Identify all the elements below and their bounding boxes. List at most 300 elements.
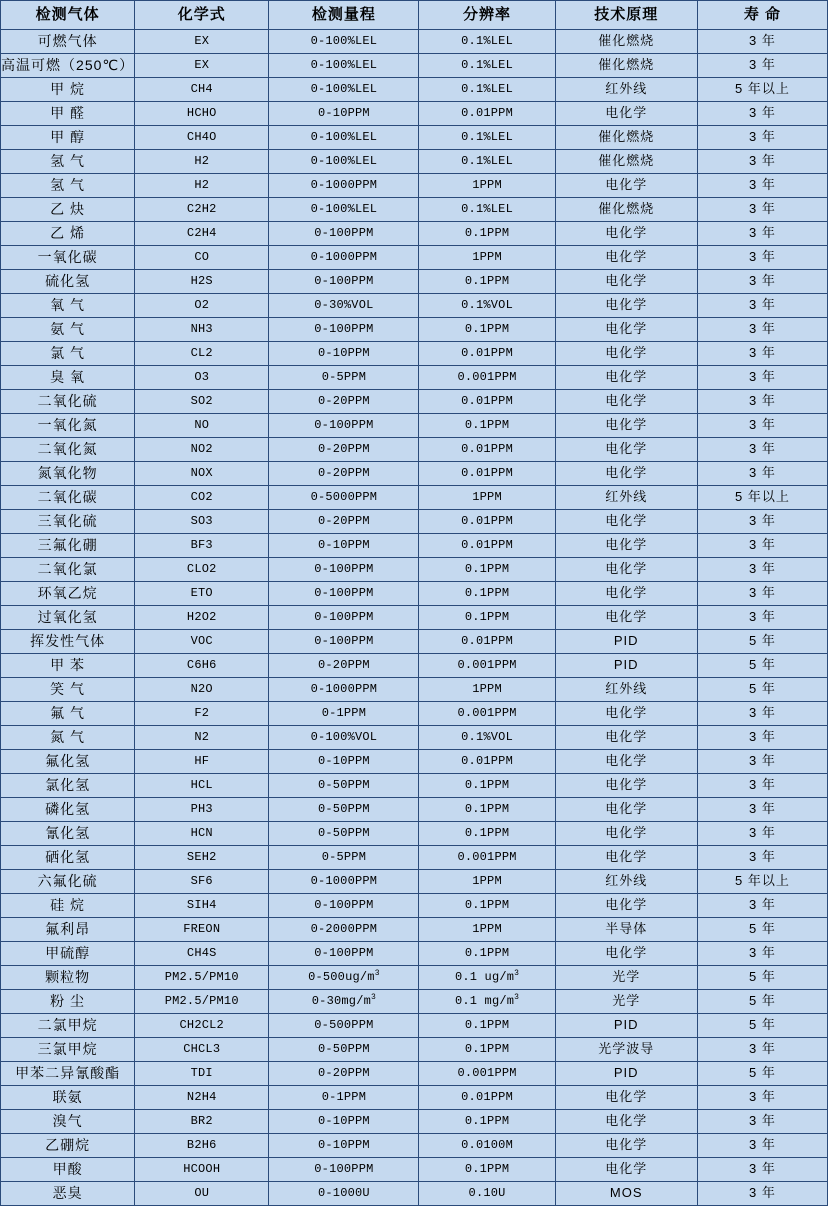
cell-range: 0-1000PPM <box>269 174 419 198</box>
cell-range: 0-5PPM <box>269 366 419 390</box>
cell-gas-name: 二氧化硫 <box>1 390 135 414</box>
cell-gas-name: 一氧化碳 <box>1 246 135 270</box>
cell-lifetime: 3 年 <box>697 414 827 438</box>
cell-range: 0-10PPM <box>269 102 419 126</box>
cell-technology: 电化学 <box>555 534 697 558</box>
cell-gas-name: 甲酸 <box>1 1158 135 1182</box>
cell-gas-name: 三氧化硫 <box>1 510 135 534</box>
cell-range: $0-30mg/m^3$ <box>269 990 419 1014</box>
cell-gas-name: 乙 烯 <box>1 222 135 246</box>
cell-formula: NO <box>135 414 269 438</box>
table-row <box>1 1158 828 1182</box>
cell-formula: F2 <box>135 702 269 726</box>
cell-lifetime: 3 年 <box>697 30 827 54</box>
cell-formula: CLO2 <box>135 558 269 582</box>
cell-resolution: 0.1PPM <box>419 1158 555 1182</box>
cell-technology: 电化学 <box>555 102 697 126</box>
cell-gas-name: 恶臭 <box>1 1182 135 1206</box>
table-row <box>1 78 828 102</box>
cell-range: 0-20PPM <box>269 1062 419 1086</box>
cell-range: 0-5000PPM <box>269 486 419 510</box>
cell-range: 0-100PPM <box>269 942 419 966</box>
table-row <box>1 438 828 462</box>
cell-resolution: 0.1 $mg/m^3$ <box>419 990 555 1014</box>
cell-resolution: 1PPM <box>419 174 555 198</box>
cell-gas-name: 过氧化氢 <box>1 606 135 630</box>
cell-formula: BR2 <box>135 1110 269 1134</box>
cell-gas-name: 二氧化氮 <box>1 438 135 462</box>
cell-gas-name: 硫化氢 <box>1 270 135 294</box>
cell-lifetime: 5 年以上 <box>697 486 827 510</box>
cell-technology: PID <box>555 1014 697 1038</box>
table-row <box>1 966 828 990</box>
cell-gas-name: 三氟化硼 <box>1 534 135 558</box>
cell-gas-name: 氢 气 <box>1 174 135 198</box>
cell-lifetime: 3 年 <box>697 822 827 846</box>
cell-gas-name: 甲 烷 <box>1 78 135 102</box>
cell-resolution: 0.1%LEL <box>419 30 555 54</box>
cell-technology: 电化学 <box>555 1158 697 1182</box>
cell-lifetime: 3 年 <box>697 942 827 966</box>
cell-lifetime: 3 年 <box>697 750 827 774</box>
cell-formula: HCN <box>135 822 269 846</box>
cell-formula: SO3 <box>135 510 269 534</box>
cell-resolution: 0.001PPM <box>419 366 555 390</box>
cell-gas-name: 氟化氢 <box>1 750 135 774</box>
cell-range: 0-100%LEL <box>269 198 419 222</box>
cell-range: 0-50PPM <box>269 822 419 846</box>
cell-formula: H2 <box>135 150 269 174</box>
cell-lifetime: 3 年 <box>697 198 827 222</box>
cell-resolution: 0.10U <box>419 1182 555 1206</box>
cell-lifetime: 3 年 <box>697 294 827 318</box>
cell-formula: PH3 <box>135 798 269 822</box>
cell-gas-name: 可燃气体 <box>1 30 135 54</box>
cell-resolution: 0.001PPM <box>419 654 555 678</box>
table-row <box>1 222 828 246</box>
cell-gas-name: 环氧乙烷 <box>1 582 135 606</box>
table-row <box>1 774 828 798</box>
cell-lifetime: 3 年 <box>697 534 827 558</box>
cell-resolution: 0.1%LEL <box>419 150 555 174</box>
cell-gas-name: 氨 气 <box>1 318 135 342</box>
cell-formula: B2H6 <box>135 1134 269 1158</box>
table-row <box>1 678 828 702</box>
cell-gas-name: 笑 气 <box>1 678 135 702</box>
table-row <box>1 510 828 534</box>
cell-lifetime: 5 年 <box>697 654 827 678</box>
column-header-gas: 检测气体 <box>1 1 135 30</box>
cell-lifetime: 3 年 <box>697 702 827 726</box>
cell-formula: TDI <box>135 1062 269 1086</box>
cell-range: 0-10PPM <box>269 750 419 774</box>
cell-lifetime: 3 年 <box>697 846 827 870</box>
cell-lifetime: 3 年 <box>697 270 827 294</box>
cell-formula: CH4 <box>135 78 269 102</box>
cell-resolution: 0.01PPM <box>419 102 555 126</box>
cell-technology: 光学 <box>555 990 697 1014</box>
cell-technology: 电化学 <box>555 894 697 918</box>
cell-lifetime: 3 年 <box>697 1134 827 1158</box>
cell-technology: 电化学 <box>555 366 697 390</box>
cell-technology: 光学波导 <box>555 1038 697 1062</box>
table-body <box>1 30 828 1206</box>
cell-formula: HF <box>135 750 269 774</box>
table-row <box>1 798 828 822</box>
table-row <box>1 198 828 222</box>
cell-formula: O3 <box>135 366 269 390</box>
table-row <box>1 414 828 438</box>
cell-range: 0-100PPM <box>269 318 419 342</box>
cell-technology: 红外线 <box>555 486 697 510</box>
cell-resolution: 1PPM <box>419 870 555 894</box>
cell-gas-name: 乙硼烷 <box>1 1134 135 1158</box>
cell-formula: N2 <box>135 726 269 750</box>
cell-technology: 电化学 <box>555 726 697 750</box>
column-header-formula: 化学式 <box>135 1 269 30</box>
cell-technology: 电化学 <box>555 822 697 846</box>
cell-range: 0-1PPM <box>269 702 419 726</box>
cell-lifetime: 5 年 <box>697 1062 827 1086</box>
table-row <box>1 582 828 606</box>
table-row <box>1 918 828 942</box>
cell-technology: 电化学 <box>555 1134 697 1158</box>
cell-lifetime: 3 年 <box>697 366 827 390</box>
cell-technology: 半导体 <box>555 918 697 942</box>
cell-technology: 电化学 <box>555 798 697 822</box>
cell-range: 0-10PPM <box>269 342 419 366</box>
cell-technology: 电化学 <box>555 702 697 726</box>
cell-lifetime: 3 年 <box>697 1158 827 1182</box>
cell-resolution: 0.01PPM <box>419 750 555 774</box>
cell-lifetime: 5 年 <box>697 918 827 942</box>
cell-range: 0-1000PPM <box>269 246 419 270</box>
cell-formula: CO2 <box>135 486 269 510</box>
table-row <box>1 534 828 558</box>
cell-formula: N2O <box>135 678 269 702</box>
cell-technology: 电化学 <box>555 342 697 366</box>
cell-gas-name: 乙 炔 <box>1 198 135 222</box>
cell-resolution: 1PPM <box>419 678 555 702</box>
cell-lifetime: 3 年 <box>697 318 827 342</box>
cell-range: 0-1000PPM <box>269 870 419 894</box>
table-row <box>1 942 828 966</box>
cell-range: 0-500PPM <box>269 1014 419 1038</box>
cell-range: 0-20PPM <box>269 654 419 678</box>
cell-technology: 红外线 <box>555 678 697 702</box>
cell-range: 0-100PPM <box>269 894 419 918</box>
cell-lifetime: 3 年 <box>697 246 827 270</box>
cell-technology: PID <box>555 630 697 654</box>
cell-technology: 电化学 <box>555 606 697 630</box>
cell-formula: HCOOH <box>135 1158 269 1182</box>
cell-technology: 催化燃烧 <box>555 30 697 54</box>
cell-resolution: 0.1PPM <box>419 1038 555 1062</box>
cell-lifetime: 5 年 <box>697 678 827 702</box>
cell-lifetime: 3 年 <box>697 1182 827 1206</box>
cell-resolution: 0.1PPM <box>419 318 555 342</box>
cell-formula: EX <box>135 30 269 54</box>
cell-gas-name: 氢 气 <box>1 150 135 174</box>
cell-gas-name: 粉 尘 <box>1 990 135 1014</box>
table-row <box>1 102 828 126</box>
cell-gas-name: 氮氧化物 <box>1 462 135 486</box>
cell-gas-name: 氟利昂 <box>1 918 135 942</box>
cell-technology: 电化学 <box>555 246 697 270</box>
cell-range: 0-100%LEL <box>269 54 419 78</box>
cell-gas-name: 氧 气 <box>1 294 135 318</box>
cell-gas-name: 甲 醛 <box>1 102 135 126</box>
cell-technology: 催化燃烧 <box>555 198 697 222</box>
cell-technology: 电化学 <box>555 582 697 606</box>
cell-gas-name: 氰化氢 <box>1 822 135 846</box>
cell-formula: H2O2 <box>135 606 269 630</box>
cell-lifetime: 5 年 <box>697 630 827 654</box>
table-row <box>1 486 828 510</box>
cell-formula: SO2 <box>135 390 269 414</box>
cell-resolution: 0.1PPM <box>419 558 555 582</box>
cell-range: 0-100%LEL <box>269 150 419 174</box>
column-header-technology: 技术原理 <box>555 1 697 30</box>
cell-technology: 催化燃烧 <box>555 126 697 150</box>
cell-resolution: 0.1PPM <box>419 1014 555 1038</box>
table-row <box>1 1038 828 1062</box>
cell-gas-name: 二氧化氯 <box>1 558 135 582</box>
table-row <box>1 630 828 654</box>
cell-gas-name: 三氯甲烷 <box>1 1038 135 1062</box>
cell-formula: C2H4 <box>135 222 269 246</box>
cell-resolution: 0.1%LEL <box>419 54 555 78</box>
cell-technology: MOS <box>555 1182 697 1206</box>
column-header-lifetime: 寿 命 <box>697 1 827 30</box>
cell-resolution: 0.01PPM <box>419 342 555 366</box>
cell-resolution: 0.1%LEL <box>419 126 555 150</box>
cell-formula: EX <box>135 54 269 78</box>
table-row <box>1 150 828 174</box>
cell-lifetime: 3 年 <box>697 726 827 750</box>
table-header-row <box>1 1 828 30</box>
cell-resolution: 0.01PPM <box>419 534 555 558</box>
table-row <box>1 606 828 630</box>
cell-resolution: 0.1PPM <box>419 774 555 798</box>
cell-resolution: 1PPM <box>419 246 555 270</box>
table-row <box>1 846 828 870</box>
table-row <box>1 390 828 414</box>
cell-formula: PM2.5/PM10 <box>135 966 269 990</box>
cell-range: 0-2000PPM <box>269 918 419 942</box>
cell-technology: PID <box>555 654 697 678</box>
cell-range: 0-20PPM <box>269 390 419 414</box>
cell-resolution: 0.1PPM <box>419 414 555 438</box>
cell-lifetime: 3 年 <box>697 150 827 174</box>
cell-range: 0-100%LEL <box>269 126 419 150</box>
cell-resolution: 0.1PPM <box>419 270 555 294</box>
table-row <box>1 1110 828 1134</box>
table-row <box>1 54 828 78</box>
cell-lifetime: 3 年 <box>697 1038 827 1062</box>
cell-resolution: 0.1%LEL <box>419 198 555 222</box>
cell-formula: SIH4 <box>135 894 269 918</box>
cell-technology: 光学 <box>555 966 697 990</box>
cell-formula: NO2 <box>135 438 269 462</box>
cell-formula: C2H2 <box>135 198 269 222</box>
cell-range: 0-100PPM <box>269 414 419 438</box>
cell-resolution: 0.001PPM <box>419 702 555 726</box>
cell-lifetime: 5 年以上 <box>697 78 827 102</box>
table-row <box>1 1182 828 1206</box>
cell-technology: 电化学 <box>555 438 697 462</box>
cell-resolution: 0.0100M <box>419 1134 555 1158</box>
table-row <box>1 558 828 582</box>
cell-resolution: 0.01PPM <box>419 1086 555 1110</box>
cell-technology: 电化学 <box>555 1110 697 1134</box>
cell-gas-name: 挥发性气体 <box>1 630 135 654</box>
cell-resolution: 0.001PPM <box>419 846 555 870</box>
cell-resolution: 0.1PPM <box>419 894 555 918</box>
column-header-range: 检测量程 <box>269 1 419 30</box>
cell-technology: 电化学 <box>555 222 697 246</box>
cell-gas-name: 颗粒物 <box>1 966 135 990</box>
cell-range: 0-1PPM <box>269 1086 419 1110</box>
cell-resolution: 0.1PPM <box>419 222 555 246</box>
table-row <box>1 702 828 726</box>
table-row <box>1 990 828 1014</box>
cell-gas-name: 氮 气 <box>1 726 135 750</box>
table-row <box>1 1014 828 1038</box>
cell-range: 0-100PPM <box>269 606 419 630</box>
cell-range: 0-20PPM <box>269 462 419 486</box>
cell-resolution: 0.01PPM <box>419 462 555 486</box>
cell-resolution: 0.1%LEL <box>419 78 555 102</box>
cell-formula: CO <box>135 246 269 270</box>
cell-lifetime: 3 年 <box>697 1086 827 1110</box>
cell-range: 0-100PPM <box>269 558 419 582</box>
cell-gas-name: 臭 氧 <box>1 366 135 390</box>
cell-technology: 电化学 <box>555 462 697 486</box>
cell-resolution: 0.01PPM <box>419 390 555 414</box>
cell-lifetime: 3 年 <box>697 1110 827 1134</box>
cell-range: 0-50PPM <box>269 1038 419 1062</box>
cell-gas-name: 甲苯二异氰酸酯 <box>1 1062 135 1086</box>
cell-range: 0-50PPM <box>269 798 419 822</box>
cell-technology: PID <box>555 1062 697 1086</box>
table-row <box>1 894 828 918</box>
table-row <box>1 1086 828 1110</box>
table-row <box>1 174 828 198</box>
cell-resolution: 0.1PPM <box>419 606 555 630</box>
cell-range: 0-100PPM <box>269 270 419 294</box>
cell-lifetime: 3 年 <box>697 798 827 822</box>
table-row <box>1 870 828 894</box>
cell-formula: SEH2 <box>135 846 269 870</box>
cell-formula: NH3 <box>135 318 269 342</box>
cell-range: 0-20PPM <box>269 438 419 462</box>
cell-gas-name: 二氯甲烷 <box>1 1014 135 1038</box>
table-row <box>1 246 828 270</box>
cell-lifetime: 3 年 <box>697 438 827 462</box>
cell-technology: 电化学 <box>555 318 697 342</box>
cell-lifetime: 3 年 <box>697 774 827 798</box>
cell-resolution: 1PPM <box>419 918 555 942</box>
cell-gas-name: 硅 烷 <box>1 894 135 918</box>
cell-range: 0-100PPM <box>269 1158 419 1182</box>
table-row <box>1 1134 828 1158</box>
cell-lifetime: 5 年 <box>697 966 827 990</box>
cell-range: 0-100%LEL <box>269 78 419 102</box>
cell-range: 0-100PPM <box>269 630 419 654</box>
cell-resolution: 0.01PPM <box>419 630 555 654</box>
cell-technology: 红外线 <box>555 78 697 102</box>
cell-technology: 电化学 <box>555 942 697 966</box>
cell-formula: H2S <box>135 270 269 294</box>
cell-technology: 电化学 <box>555 558 697 582</box>
cell-lifetime: 3 年 <box>697 222 827 246</box>
cell-resolution: 0.1PPM <box>419 1110 555 1134</box>
cell-technology: 催化燃烧 <box>555 150 697 174</box>
cell-formula: CH2CL2 <box>135 1014 269 1038</box>
cell-resolution: 1PPM <box>419 486 555 510</box>
cell-formula: PM2.5/PM10 <box>135 990 269 1014</box>
cell-range: 0-50PPM <box>269 774 419 798</box>
cell-technology: 电化学 <box>555 750 697 774</box>
cell-gas-name: 溴气 <box>1 1110 135 1134</box>
cell-range: 0-20PPM <box>269 510 419 534</box>
cell-technology: 电化学 <box>555 846 697 870</box>
cell-range: 0-100%LEL <box>269 30 419 54</box>
cell-gas-name: 联氨 <box>1 1086 135 1110</box>
cell-formula: H2 <box>135 174 269 198</box>
cell-lifetime: 5 年 <box>697 990 827 1014</box>
cell-lifetime: 3 年 <box>697 606 827 630</box>
table-row <box>1 126 828 150</box>
cell-resolution: 0.1PPM <box>419 582 555 606</box>
cell-formula: N2H4 <box>135 1086 269 1110</box>
column-header-resolution: 分辨率 <box>419 1 555 30</box>
cell-lifetime: 3 年 <box>697 582 827 606</box>
cell-range: 0-10PPM <box>269 1134 419 1158</box>
cell-resolution: 0.1PPM <box>419 822 555 846</box>
cell-technology: 电化学 <box>555 774 697 798</box>
cell-technology: 催化燃烧 <box>555 54 697 78</box>
cell-technology: 电化学 <box>555 1086 697 1110</box>
cell-resolution: 0.1 $ug/m^3$ <box>419 966 555 990</box>
cell-technology: 电化学 <box>555 270 697 294</box>
table-row <box>1 726 828 750</box>
cell-formula: NOX <box>135 462 269 486</box>
cell-formula: CL2 <box>135 342 269 366</box>
cell-formula: BF3 <box>135 534 269 558</box>
cell-lifetime: 3 年 <box>697 462 827 486</box>
cell-resolution: 0.001PPM <box>419 1062 555 1086</box>
cell-range: 0-10PPM <box>269 534 419 558</box>
cell-gas-name: 甲 醇 <box>1 126 135 150</box>
cell-lifetime: 3 年 <box>697 894 827 918</box>
cell-range: 0-10PPM <box>269 1110 419 1134</box>
table-row <box>1 342 828 366</box>
cell-resolution: 0.01PPM <box>419 438 555 462</box>
cell-range: 0-30%VOL <box>269 294 419 318</box>
cell-range: $0-500ug/m^3$ <box>269 966 419 990</box>
cell-technology: 电化学 <box>555 294 697 318</box>
cell-range: 0-100%VOL <box>269 726 419 750</box>
cell-formula: CHCL3 <box>135 1038 269 1062</box>
cell-formula: C6H6 <box>135 654 269 678</box>
cell-range: 0-1000PPM <box>269 678 419 702</box>
cell-formula: SF6 <box>135 870 269 894</box>
cell-lifetime: 3 年 <box>697 342 827 366</box>
cell-formula: CH4O <box>135 126 269 150</box>
table-row <box>1 750 828 774</box>
